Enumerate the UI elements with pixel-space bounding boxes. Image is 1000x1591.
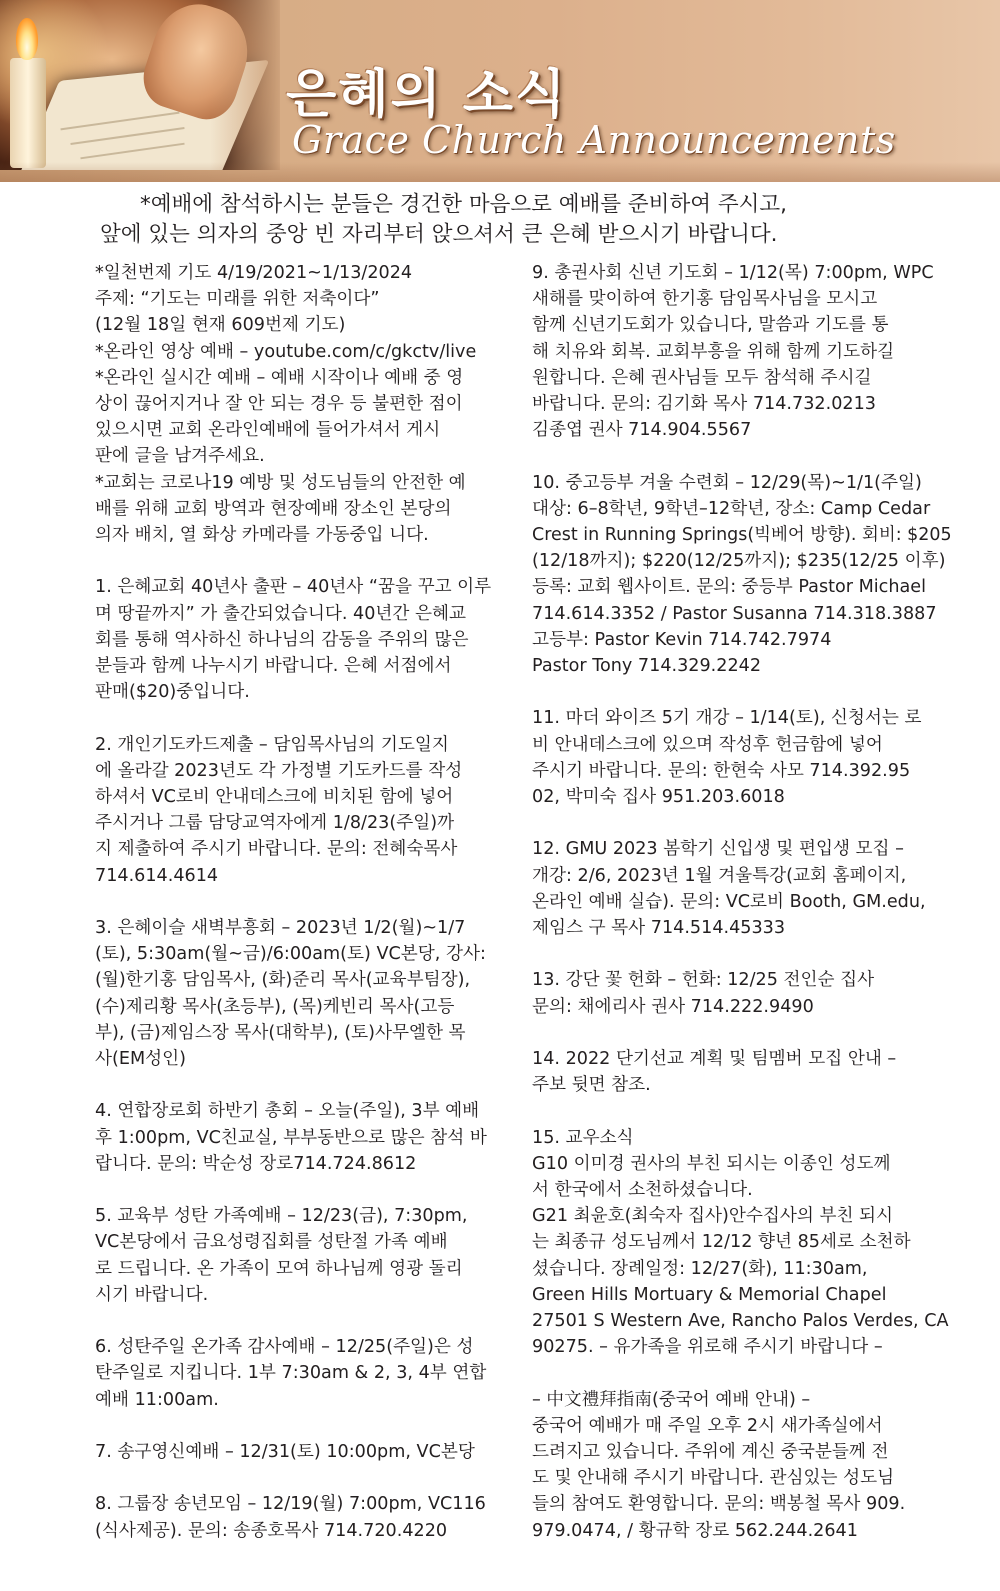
announcement-line: 함께 신년기도회가 있습니다, 말씀과 기도를 통 (532, 315, 889, 336)
announcement-line: 15. 교우소식 (532, 1127, 634, 1148)
announcement-line: Green Hills Mortuary & Memorial Chapel (532, 1284, 887, 1305)
announcement-line: 714.614.4614 (95, 865, 219, 886)
announcement-line: 주보 뒷면 참조. (532, 1075, 651, 1096)
page-subtitle: Grace Church Announcements (292, 118, 896, 162)
announcements-right-column (532, 260, 952, 1544)
paragraph-spacer (532, 1020, 952, 1046)
announcement-line: – 中文禮拜指南(중국어 예배 안내) – (532, 1389, 811, 1410)
announcement-line: 판에 글을 남겨주세요. (95, 446, 265, 467)
announcement-line: G21 최윤호(최숙자 집사)안수집사의 부친 되시 (532, 1206, 894, 1227)
announcement-line: 배를 위해 교회 방역과 현장예배 장소인 본당의 (95, 498, 452, 519)
intro-line: *예배에 참석하시는 분들은 경건한 마음으로 예배를 준비하여 주시고, (140, 192, 787, 217)
announcement-line: 부), (금)제임스장 목사(대학부), (토)사무엘한 목 (95, 1022, 466, 1043)
announcement-line: 새해를 맞이하여 한기홍 담임목사님을 모시고 (532, 289, 878, 310)
intro-notice (100, 190, 980, 250)
announcement-line: 시기 바랍니다. (95, 1284, 209, 1305)
announcement-line: *온라인 영상 예배 – youtube.com/c/gkctv/live (95, 341, 477, 362)
announcement-line: 들의 참여도 환영합니다. 문의: 백봉철 목사 909. (532, 1494, 906, 1515)
announcement-line: 979.0474, / 황규학 장로 562.244.2641 (532, 1520, 858, 1541)
announcement-line: 등록: 교회 웹사이트. 문의: 중등부 Pastor Michael (532, 577, 926, 598)
paragraph-spacer (95, 548, 513, 574)
announcement-line: 후 1:00pm, VC친교실, 부부동반으로 많은 참석 바 (95, 1127, 487, 1148)
announcement-line: 바랍니다. 문의: 김기화 목사 714.732.0213 (532, 394, 876, 415)
announcement-line: (수)제리황 목사(초등부), (목)케빈리 목사(고등 (95, 996, 455, 1017)
announcement-line: 주시기 바랍니다. 문의: 한현숙 사모 714.392.95 (532, 760, 911, 781)
announcement-line: (12/18까지); $220(12/25까지); $235(12/25 이후) (532, 551, 946, 572)
paragraph-spacer (532, 1360, 952, 1386)
page-title: 은혜의 소식 (286, 65, 568, 125)
paragraph-spacer (532, 679, 952, 705)
announcement-line: 에 올라갈 2023년도 각 가정별 기도카드를 작성 (95, 760, 463, 781)
announcement-line: 회를 통해 역사하신 하나님의 감동을 주위의 많은 (95, 629, 469, 650)
announcement-line: 2. 개인기도카드제출 – 담임목사님의 기도일지 (95, 734, 449, 755)
announcement-line: 27501 S Western Ave, Rancho Palos Verdes, CA (532, 1311, 949, 1332)
announcement-line: 하셔서 VC로비 안내데스크에 비치된 함에 넣어 (95, 787, 454, 808)
announcement-line: 5. 교육부 성탄 가족예배 – 12/23(금), 7:30pm, (95, 1206, 468, 1227)
announcement-line: 의자 배치, 열 화상 카메라를 가동중입 니다. (95, 525, 429, 546)
announcement-line: 김종엽 권사 714.904.5567 (532, 420, 752, 441)
announcement-line: 13. 강단 꽃 헌화 – 헌화: 12/25 전인순 집사 (532, 970, 875, 991)
paragraph-spacer (95, 1177, 513, 1203)
announcement-line: 9. 총권사회 신년 기도회 – 1/12(목) 7:00pm, WPC (532, 263, 934, 283)
announcement-line: 며 땅끝까지” 가 출간되었습니다. 40년간 은혜교 (95, 603, 466, 624)
announcement-line: 90275. – 유가족을 위로해 주시기 바랍니다 – (532, 1337, 883, 1358)
announcement-line: 예배 11:00am. (95, 1389, 219, 1410)
announcement-line: 10. 중고등부 겨울 수련회 – 12/29(목)~1/1(주일) (532, 472, 922, 493)
announcement-line: 로 드립니다. 온 가족이 모여 하나님께 영광 돌리 (95, 1258, 463, 1279)
header-banner (0, 0, 1000, 182)
prayer-candle-photo (0, 0, 280, 170)
announcement-line: 도 및 안내해 주시기 바랍니다. 관심있는 성도님 (532, 1468, 895, 1489)
announcement-line: 고등부: Pastor Kevin 714.742.7974 (532, 629, 832, 650)
announcement-line: 지 제출하여 주시기 바랍니다. 문의: 전혜숙목사 (95, 839, 458, 860)
announcement-line: 는 최종규 성도님께서 12/12 향년 85세로 소천하 (532, 1232, 911, 1253)
announcement-line: Crest in Running Springs(빅베어 방향). 회비: $205 (532, 525, 952, 546)
paragraph-spacer (95, 1413, 513, 1439)
announcement-line: 11. 마더 와이즈 5기 개강 – 1/14(토), 신청서는 로 (532, 708, 922, 729)
announcement-line: 3. 은혜이슬 새벽부흥회 – 2023년 1/2(월)~1/7 (95, 918, 466, 939)
announcement-line: 주제: “기도는 미래를 위한 저축이다” (95, 289, 380, 310)
announcement-line: 해 치유와 회복. 교회부흥을 위해 함께 기도하길 (532, 341, 895, 362)
announcement-line: 6. 성탄주일 온가족 감사예배 – 12/25(주일)은 성 (95, 1337, 474, 1358)
announcement-line: 비 안내데스크에 있으며 작성후 헌금함에 넣어 (532, 734, 883, 755)
announcement-line: (월)한기홍 담임목사, (화)준리 목사(교육부팀장), (95, 970, 471, 991)
paragraph-spacer (532, 1098, 952, 1124)
announcement-line: 4. 연합장로회 하반기 총회 – 오늘(주일), 3부 예배 (95, 1101, 480, 1122)
paragraph-spacer (532, 443, 952, 469)
announcement-line: 02, 박미숙 집사 951.203.6018 (532, 787, 785, 808)
announcement-line: 7. 송구영신예배 – 12/31(토) 10:00pm, VC본당 (95, 1442, 475, 1463)
announcements-left-column (95, 260, 513, 1544)
announcement-line: 14. 2022 단기선교 계획 및 팀멤버 모집 안내 – (532, 1049, 897, 1070)
announcement-line: 분들과 함께 나누시기 바랍니다. 은혜 서점에서 (95, 656, 452, 677)
announcement-line: 사(EM성인) (95, 1049, 187, 1070)
announcement-line: 714.614.3352 / Pastor Susanna 714.318.3887 (532, 603, 937, 624)
announcement-line: 제임스 구 목사 714.514.45333 (532, 918, 786, 939)
announcement-line: *교회는 코로나19 예방 및 성도님들의 안전한 예 (95, 472, 466, 493)
announcement-line: 온라인 예배 실습). 문의: VC로비 Booth, GM.edu, (532, 891, 926, 912)
announcement-line: 있으시면 교회 온라인예배에 들어가셔서 게시 (95, 420, 441, 441)
paragraph-spacer (532, 941, 952, 967)
announcement-line: 문의: 채에리사 권사 714.222.9490 (532, 996, 814, 1017)
announcement-line: *일천번제 기도 4/19/2021~1/13/2024 (95, 263, 413, 283)
paragraph-spacer (95, 1072, 513, 1098)
announcement-line: 상이 끊어지거나 잘 안 되는 경우 등 불편한 점이 (95, 394, 463, 415)
announcement-line: 원합니다. 은혜 권사님들 모두 참석해 주시길 (532, 367, 872, 388)
announcement-line: Pastor Tony 714.329.2242 (532, 656, 762, 677)
paragraph-spacer (95, 1465, 513, 1491)
announcement-line: 8. 그룹장 송년모임 – 12/19(월) 7:00pm, VC116 (95, 1494, 486, 1515)
announcement-line: 주시거나 그룹 담당교역자에게 1/8/23(주일)까 (95, 813, 455, 834)
announcement-line: 서 한국에서 소천하셨습니다. (532, 1180, 753, 1201)
announcement-line: 중국어 예배가 매 주일 오후 2시 새가족실에서 (532, 1415, 883, 1436)
announcement-line: (12월 18일 현재 609번제 기도) (95, 315, 346, 336)
announcement-line: 1. 은혜교회 40년사 출판 – 40년사 “꿈을 꾸고 이루 (95, 577, 492, 598)
announcement-line: 셨습니다. 장례일정: 12/27(화), 11:30am, (532, 1258, 868, 1279)
paragraph-spacer (532, 810, 952, 836)
announcement-line: *온라인 실시간 예배 – 예배 시작이나 예배 중 영 (95, 367, 464, 388)
announcement-line: (식사제공). 문의: 송종호목사 714.720.4220 (95, 1520, 448, 1541)
announcement-line: 개강: 2/6, 2023년 1월 겨울특강(교회 홈페이지, (532, 865, 907, 886)
paragraph-spacer (95, 705, 513, 731)
announcement-line: 랍니다. 문의: 박순성 장로714.724.8612 (95, 1153, 417, 1174)
intro-line: 앞에 있는 의자의 중앙 빈 자리부터 앉으셔서 큰 은혜 받으시기 바랍니다. (100, 222, 778, 247)
announcement-line: 대상: 6–8학년, 9학년–12학년, 장소: Camp Cedar (532, 498, 931, 519)
announcement-line: 판매($20)중입니다. (95, 682, 250, 703)
paragraph-spacer (95, 1308, 513, 1334)
announcement-line: G10 이미경 권사의 부친 되시는 이종인 성도께 (532, 1153, 891, 1174)
announcement-line: 드려지고 있습니다. 주위에 계신 중국분들께 전 (532, 1442, 889, 1463)
announcement-line: 탄주일로 지킵니다. 1부 7:30am & 2, 3, 4부 연합 (95, 1363, 487, 1384)
announcement-line: (토), 5:30am(월~금)/6:00am(토) VC본당, 강사: (95, 944, 486, 965)
announcement-line: 12. GMU 2023 봄학기 신입생 및 편입생 모집 – (532, 839, 904, 860)
paragraph-spacer (95, 889, 513, 915)
announcement-line: VC본당에서 금요성령집회를 성탄절 가족 예배 (95, 1232, 448, 1253)
